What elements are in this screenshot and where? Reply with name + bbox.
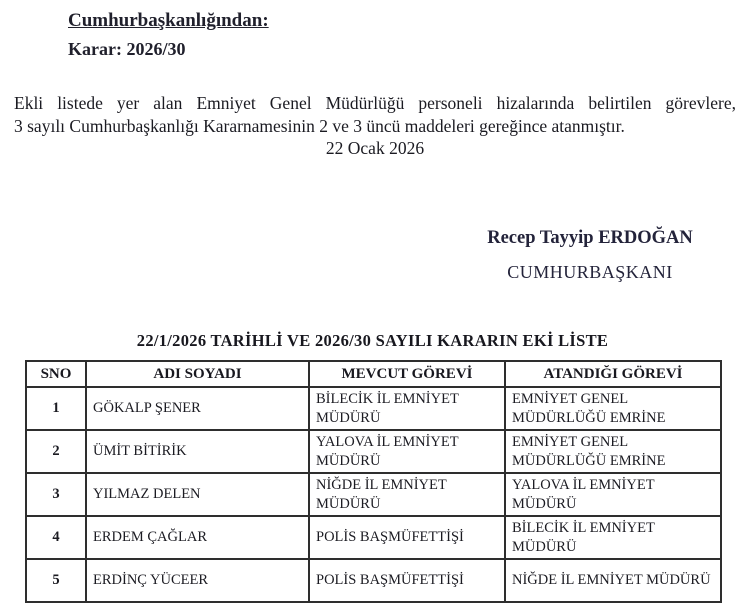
decision-number: Karar: 2026/30 bbox=[68, 39, 186, 59]
table-row bbox=[26, 516, 721, 559]
row-assigned: EMNİYET GENEL MÜDÜRLÜĞÜ EMRİNE bbox=[505, 387, 721, 430]
signatory-name: Recep Tayyip ERDOĞAN bbox=[487, 228, 693, 248]
column-header-name: ADI SOYADI bbox=[86, 361, 309, 387]
annex-list-title: 22/1/2026 TARİHLİ VE 2026/30 SAYILI KARARIN EKİ LİSTE bbox=[136, 331, 609, 350]
row-sno: 1 bbox=[26, 387, 86, 430]
column-header-assigned: ATANDIĞI GÖREVİ bbox=[505, 361, 721, 387]
table-row bbox=[26, 387, 721, 430]
row-assigned: EMNİYET GENEL MÜDÜRLÜĞÜ EMRİNE bbox=[505, 430, 721, 473]
decree-body-line-1: Ekli listede yer alan Emniyet Genel Müdürlüğü personeli hizalarında belirtilen görevlere, bbox=[14, 92, 736, 113]
row-sno: 4 bbox=[26, 516, 86, 559]
decree-body-paragraph bbox=[14, 92, 736, 138]
row-current: NİĞDE İL EMNİYET MÜDÜRÜ bbox=[309, 473, 505, 516]
row-name: ERDİNÇ YÜCEER bbox=[86, 559, 309, 602]
row-sno: 3 bbox=[26, 473, 86, 516]
row-current: YALOVA İL EMNİYET MÜDÜRÜ bbox=[309, 430, 505, 473]
row-name: ÜMİT BİTİRİK bbox=[86, 430, 309, 473]
signatory-title: CUMHURBAŞKANI bbox=[507, 262, 673, 282]
annex-appointments-table bbox=[25, 360, 722, 603]
row-current: BİLECİK İL EMNİYET MÜDÜRÜ bbox=[309, 387, 505, 430]
column-header-sno: SNO bbox=[26, 361, 86, 387]
row-current: POLİS BAŞMÜFETTİŞİ bbox=[309, 559, 505, 602]
row-sno: 2 bbox=[26, 430, 86, 473]
row-current: POLİS BAŞMÜFETTİŞİ bbox=[309, 516, 505, 559]
decree-body-line-2: 3 sayılı Cumhurbaşkanlığı Kararnamesinin 2 ve 3 üncü maddeleri gereğince atanmıştır. bbox=[14, 115, 625, 136]
row-assigned: BİLECİK İL EMNİYET MÜDÜRÜ bbox=[505, 516, 721, 559]
row-sno: 5 bbox=[26, 559, 86, 602]
decree-date: 22 Ocak 2026 bbox=[325, 138, 425, 158]
signature-block bbox=[440, 226, 740, 283]
decree-header bbox=[68, 8, 269, 62]
table-row bbox=[26, 473, 721, 516]
row-assigned: YALOVA İL EMNİYET MÜDÜRÜ bbox=[505, 473, 721, 516]
row-name: GÖKALP ŞENER bbox=[86, 387, 309, 430]
column-header-current: MEVCUT GÖREVİ bbox=[309, 361, 505, 387]
table-row bbox=[26, 559, 721, 602]
row-name: YILMAZ DELEN bbox=[86, 473, 309, 516]
issuer-heading: Cumhurbaşkanlığından: bbox=[68, 10, 269, 31]
table-header-row bbox=[26, 361, 721, 387]
row-assigned: NİĞDE İL EMNİYET MÜDÜRÜ bbox=[505, 559, 721, 602]
row-name: ERDEM ÇAĞLAR bbox=[86, 516, 309, 559]
table-row bbox=[26, 430, 721, 473]
